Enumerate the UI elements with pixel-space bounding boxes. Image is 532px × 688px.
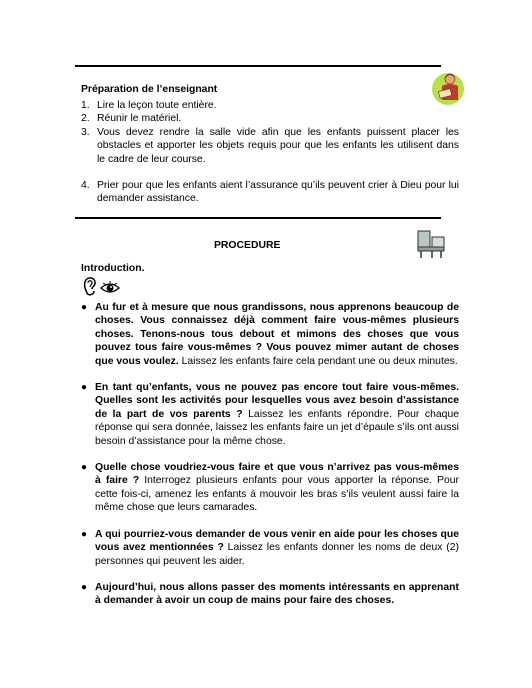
top-divider	[75, 65, 441, 67]
eye-icon	[100, 281, 120, 295]
list-item: ● Au fur et à mesure que nous grandissons, nous apprenons beaucoup de choses. Vous connaissez déjà comment faire vous-mêmes plusieurs choses. Tenons-nous tous debout et mimons des choses que vous pouvez tous faire vous-mêmes ? Vous pouvez mimer autant de choses que vous voulez. Laissez les enfants faire cela pendant une ou deux minutes.	[81, 302, 459, 367]
list-item: ● Quelle chose voudriez-vous faire et que vous n’arrivez pas vous-mêmes à faire ? Interrogez plusieurs enfants pour vous apporter la réponse. Pour cette fois-ci, amenez les enfants à mouvoir les bras s’ils veulent aussi faire la même chose que leurs camarades.	[81, 462, 459, 514]
list-item: ● Aujourd’hui, nous allons passer des moments intéressants en apprenant à demander à avoir un coup de mains pour faire des choses.	[81, 581, 459, 607]
middle-divider	[75, 217, 441, 219]
bullet-icon: ●	[81, 581, 88, 593]
school-desk-icon	[414, 229, 448, 259]
section-title-teacher-prep: Préparation de l’enseignant	[81, 84, 218, 95]
list-item: ● En tant qu’enfants, vous ne pouvez pas encore tout faire vous-mêmes. Quelles sont les activités pour lesquelles vous avez besoin d’assistance de la part de vos parents ? Laissez les enfants répondre. Pour chaque réponse qui sera donnée, laissez les enfants faire un jet d’épaule s’ils ont aussi besoin d’assistance pour la même chose.	[81, 382, 459, 447]
list-item: ● A qui pourriez-vous demander de vous venir en aide pour les choses que vous avez mentionnées ? Laissez les enfants donner les noms de deux (2) personnes qui peuvent les aider.	[81, 528, 459, 567]
bullet-icon: ●	[81, 462, 88, 474]
list-item: 1. Lire la leçon toute entière.	[81, 100, 217, 111]
prep-steps-list	[81, 99, 459, 206]
ear-icon	[82, 275, 98, 297]
introduction-label: Introduction.	[81, 263, 145, 274]
list-item: 2. Réunir le matériel.	[81, 113, 182, 125]
bullet-icon: ●	[81, 302, 88, 313]
procedure-bullets	[81, 301, 459, 621]
procedure-title: PROCEDURE	[214, 240, 281, 251]
list-item: 3. Vous devez rendre la salle vide afin que les enfants puissent placer les obstacles et apporter les objets requis pour que les enfants les utilisent dans le cadre de leur course.	[81, 126, 459, 165]
list-item: 4. Prier pour que les enfants aient l’assurance qu’ils peuvent crier à Dieu pour lui demander assistance.	[81, 180, 459, 205]
bullet-icon: ●	[81, 528, 88, 540]
bullet-icon: ●	[81, 382, 88, 394]
